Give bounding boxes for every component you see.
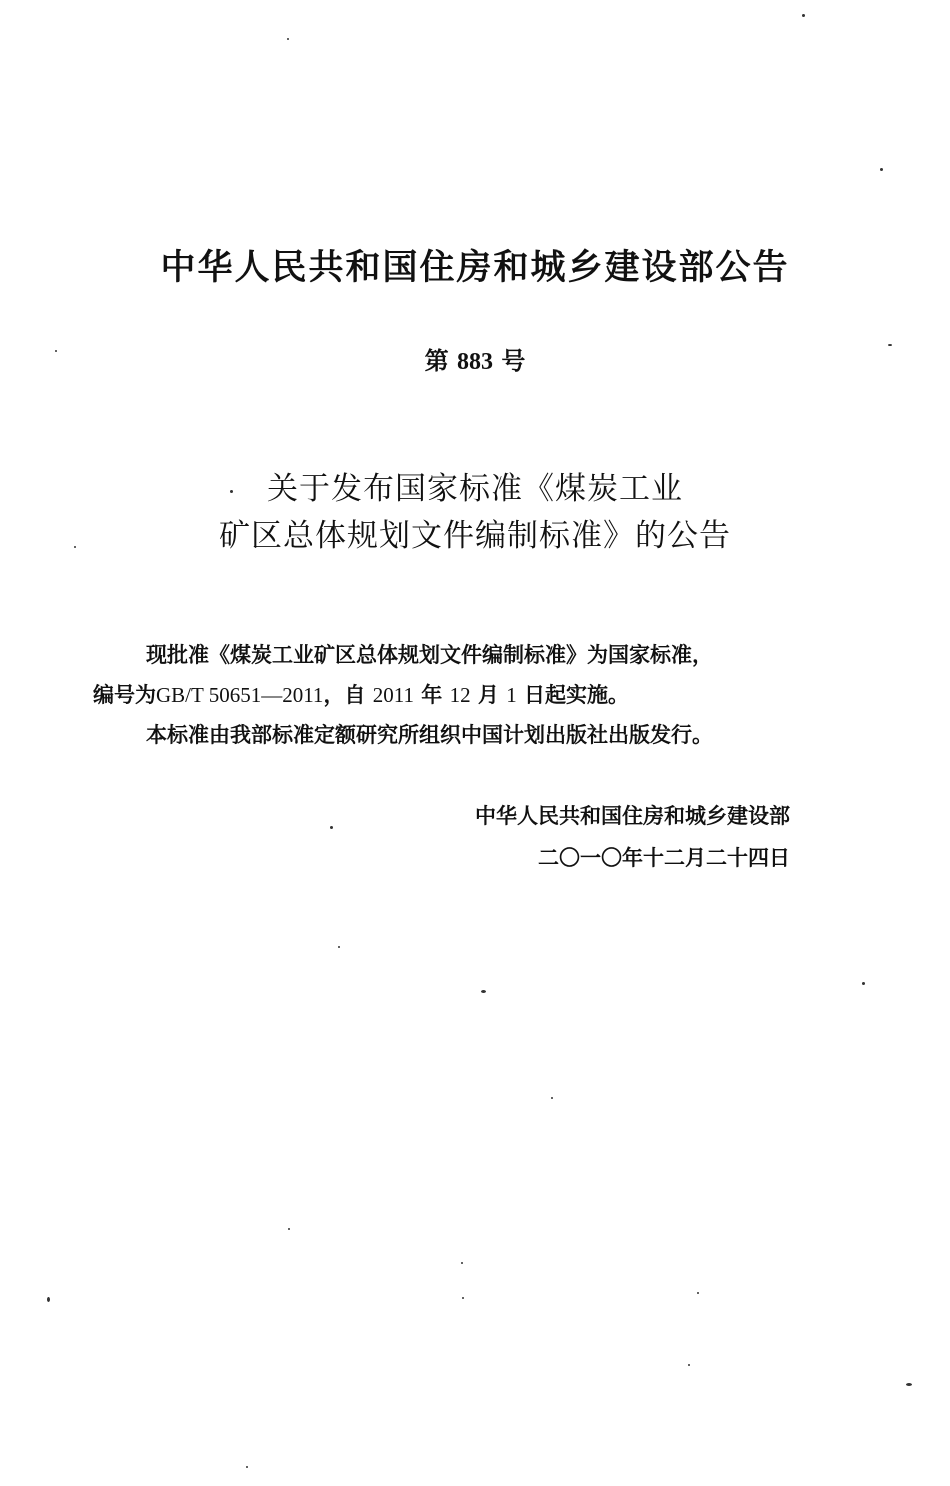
number-value: 883	[457, 349, 493, 375]
scan-speck	[288, 1228, 290, 1230]
scan-speck	[697, 1292, 699, 1294]
line2-mid: ，自	[323, 683, 373, 707]
scan-speck	[462, 1297, 464, 1299]
announcement-number	[0, 344, 950, 379]
scan-speck	[55, 350, 57, 352]
scan-speck	[688, 1364, 690, 1366]
scan-speck	[338, 946, 340, 948]
scan-speck	[246, 1466, 248, 1468]
scan-speck	[330, 826, 333, 829]
body-line-3: 本标准由我部标准定额研究所组织中国计划出版社出版发行。	[146, 723, 713, 747]
scan-speck	[230, 490, 233, 493]
signature-date: 二〇一〇年十二月二十四日	[538, 846, 790, 870]
scan-speck	[287, 38, 289, 40]
line2-prefix: 编号为	[93, 683, 156, 707]
year-unit: 年	[413, 683, 450, 707]
effective-month: 12	[449, 683, 471, 707]
scan-speck	[888, 344, 892, 346]
scan-speck	[862, 982, 865, 985]
heading-line-1: 关于发布国家标准《煤炭工业	[267, 471, 683, 507]
month-unit: 月	[470, 683, 507, 707]
number-suffix: 号	[501, 347, 526, 375]
effective-year: 2011	[372, 683, 414, 707]
scan-speck	[880, 168, 883, 171]
body-line-2	[93, 680, 629, 710]
number-prefix: 第	[424, 347, 449, 375]
scan-speck	[906, 1383, 912, 1386]
scan-speck	[47, 1297, 50, 1302]
heading-line-2: 矿区总体规划文件编制标准》的公告	[219, 518, 731, 554]
day-unit: 日起实施。	[516, 683, 630, 707]
scan-speck	[481, 990, 486, 993]
scan-speck	[802, 14, 805, 17]
scan-speck	[74, 546, 76, 548]
scan-speck	[551, 1097, 553, 1099]
body-line-1: 现批准《煤炭工业矿区总体规划文件编制标准》为国家标准，	[146, 643, 713, 667]
standard-code: GB/T 50651—2011	[156, 683, 324, 707]
scan-speck	[461, 1262, 463, 1264]
issuer-title: 中华人民共和国住房和城乡建设部公告	[160, 248, 790, 288]
effective-day: 1	[506, 683, 517, 707]
signature-organization: 中华人民共和国住房和城乡建设部	[475, 804, 790, 828]
